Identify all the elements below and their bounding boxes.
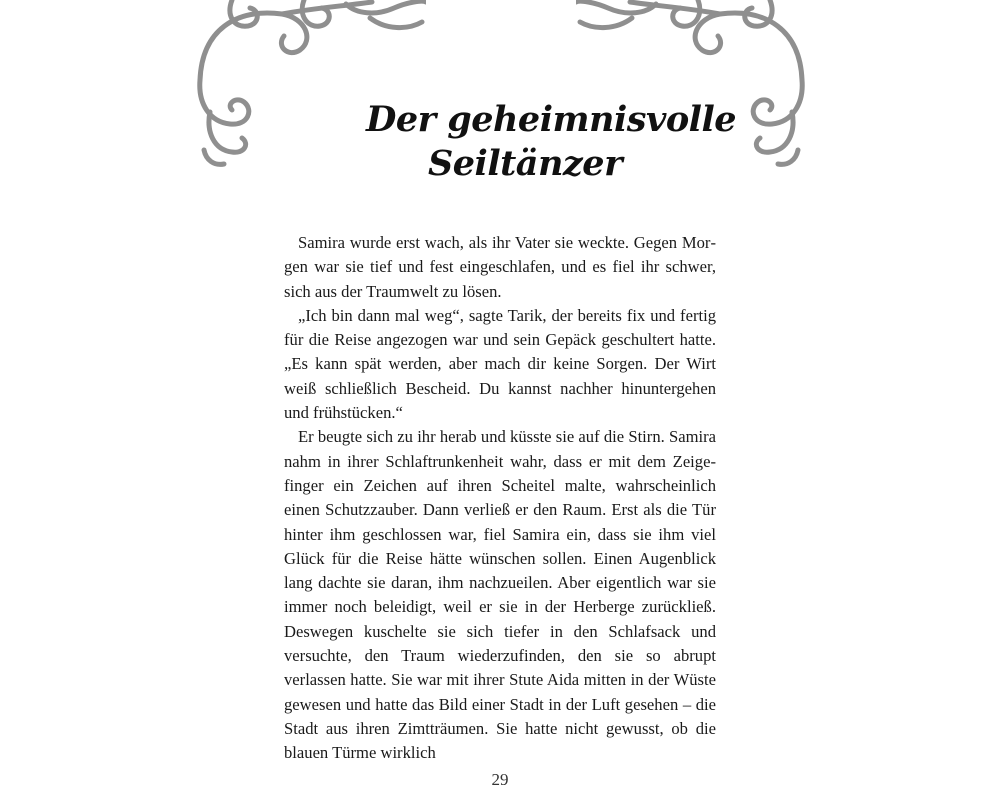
paragraph-3: Er beugte sich zu ihr herab und küsste sie auf die Stirn. Samira nahm in ihrer Schlaftrunkenheit wahr, dass er mit dem Zeigefinger ein Zeichen auf ihren Scheitel malte, wahrscheinlich einen Schutzzauber. Dann verließ er den Raum. Erst als die Tür hinter ihm geschlossen war, fiel Samira ein, dass sie ihm viel Glück für die Reise hätte wünschen sollen. Einen Augenblick lang dachte sie daran, ihm nachzueilen. Aber eigentlich war sie immer noch beleidigt, weil er sie in der Herberge zurückließ. Deswegen kuschelte sie sich tiefer in den Schlafsack und versuchte, den Traum wiederzufinden, den sie so abrupt verlassen hatte. Sie war mit ihrer Stute Aida mitten in der Wüste gewesen und hatte das Bild einer Stadt in der Luft gesehen – die Stadt aus ihren Zimtträumen. Sie hatte nicht gewusst, ob die blauen Türme wirklich [284, 427, 716, 763]
chapter-title-line-2: Seiltänzer [428, 143, 623, 184]
chapter-title-line-1: Der geheimnisvolle [366, 99, 737, 140]
chapter-title [300, 98, 740, 186]
paragraph-1: Samira wurde erst wach, als ihr Vater sie weckte. Gegen Morgen war sie tief und fest eingeschlafen, und es fiel ihr schwer, sich aus der Traumwelt zu lösen. [284, 233, 716, 301]
paragraph-2: „Ich bin dann mal weg“, sagte Tarik, der bereits fix und fertig für die Reise angezogen war und sein Gepäck geschultert hatte. „Es kann spät werden, aber mach dir keine Sorgen. Der Wirt weiß schließlich Bescheid. Du kannst nachher hinuntergehen und frühstücken.“ [284, 305, 716, 423]
body-text [284, 231, 716, 766]
page-number: 29 [491, 770, 509, 789]
